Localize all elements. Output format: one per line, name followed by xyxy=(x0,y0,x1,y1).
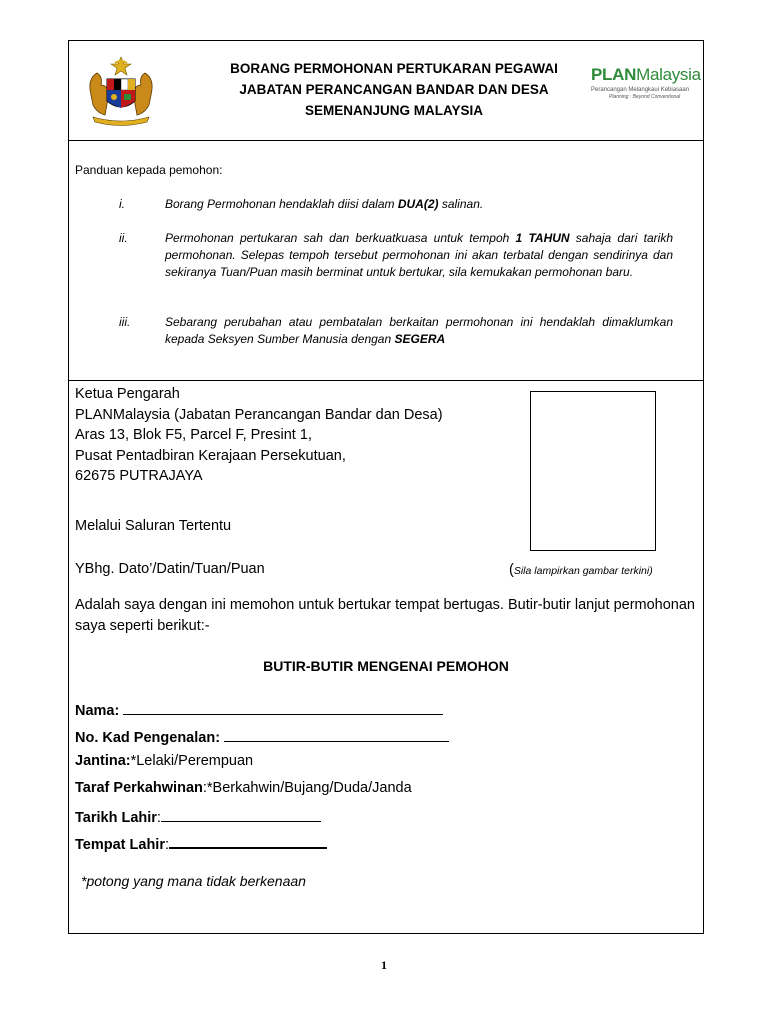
field-tempat-lahir: Tempat Lahir: xyxy=(75,833,327,853)
field-kad-pengenalan xyxy=(75,727,449,746)
guide-title: Panduan kepada pemohon: xyxy=(75,163,223,177)
intro-paragraph: Adalah saya dengan ini memohon untuk bertukar tempat bertugas. Butir-butir lanjut permohonan saya seperti berikut:- xyxy=(75,597,695,634)
logo-wordmark xyxy=(591,65,701,85)
address-line: Aras 13, Blok F5, Parcel F, Presint 1, xyxy=(75,427,312,443)
recipient-address xyxy=(75,384,443,487)
guide-item-number: iii. xyxy=(119,315,131,329)
address-line: Pusat Pentadbiran Kerajaan Persekutuan, xyxy=(75,447,346,464)
form-title xyxy=(199,58,589,121)
logo-tagline-en: Planning : Beyond Conventional xyxy=(609,94,681,100)
guide-item-text: Borang Permohonan hendaklah diisi dalam DUA(2) salinan. xyxy=(165,197,484,211)
field-label: Taraf Perkahwinan xyxy=(75,780,203,796)
salutation: YBhg. Dato’/Datin/Tuan/Puan xyxy=(75,561,265,577)
form-title-line1: BORANG PERMOHONAN PERTUKARAN PEGAWAI xyxy=(230,61,558,76)
strike-note: *potong yang mana tidak berkenaan xyxy=(81,873,306,889)
field-label: Tempat Lahir xyxy=(75,837,165,853)
photo-box[interactable] xyxy=(530,391,656,551)
address-line: Ketua Pengarah xyxy=(75,386,180,402)
field-label: Jantina: xyxy=(75,753,131,769)
field-taraf-perkahwinan xyxy=(75,780,412,796)
section-title: BUTIR-BUTIR MENGENAI PEMOHON xyxy=(263,658,509,674)
logo-malaysia-text: Malaysia xyxy=(636,65,701,84)
form-frame xyxy=(68,40,704,934)
nama-input-line[interactable] xyxy=(123,700,443,715)
form-title-line3: SEMENANJUNG MALAYSIA xyxy=(304,103,484,118)
logo-plan-text: PLAN xyxy=(591,65,637,84)
malaysia-coat-of-arms-logo xyxy=(83,55,159,129)
field-label: Tarikh Lahir xyxy=(75,810,157,826)
address-line: PLANMalaysia (Jabatan Perancangan Bandar dan Desa) xyxy=(75,406,443,423)
guide-item-number: i. xyxy=(119,197,125,211)
guide-item-text: Sebarang perubahan atau pembatalan berkaitan permohonan ini hendaklah dimaklumkan kepada Seksyen Sumber Manusia dengan SEGERA xyxy=(165,315,673,346)
logo-tagline: Perancangan Melangkaui Kebiasaan xyxy=(591,87,690,93)
field-jantina xyxy=(75,753,253,769)
field-label: No. Kad Pengenalan: xyxy=(75,730,221,746)
form-header xyxy=(69,41,703,141)
guide-item-number: ii. xyxy=(119,231,128,245)
field-value: *Lelaki/Perempuan xyxy=(130,753,254,769)
photo-note: (Sila lampirkan gambar terkini) xyxy=(509,562,653,578)
planmalaysia-logo xyxy=(591,65,701,100)
field-label: Nama: xyxy=(75,703,120,719)
kad-input-line[interactable] xyxy=(224,727,449,742)
field-value: :*Berkahwin/Bujang/Duda/Janda xyxy=(202,780,412,796)
tempat-input-line[interactable] xyxy=(169,833,327,849)
via-channel: Melalui Saluran Tertentu xyxy=(75,518,232,534)
field-nama xyxy=(75,700,443,719)
guide-item-text: Permohonan pertukaran sah dan berkuatkuasa untuk tempoh 1 TAHUN sahaja dari tarikh permohonan. Selepas tempoh tersebut permohonan ini akan terbatal dengan sendirinya dan sekiranya Tuan/Puan masih berminat untuk bertukar, sila kemukakan permohonan baru. xyxy=(165,231,673,279)
form-title-line2: JABATAN PERANCANGAN BANDAR DAN DESA xyxy=(239,82,549,97)
page-number: 1 xyxy=(381,958,387,972)
field-tarikh-lahir: Tarikh Lahir: xyxy=(75,807,321,826)
tarikh-input-line[interactable] xyxy=(161,807,321,822)
address-line: 62675 PUTRAJAYA xyxy=(75,468,203,484)
guide-section xyxy=(69,141,703,381)
